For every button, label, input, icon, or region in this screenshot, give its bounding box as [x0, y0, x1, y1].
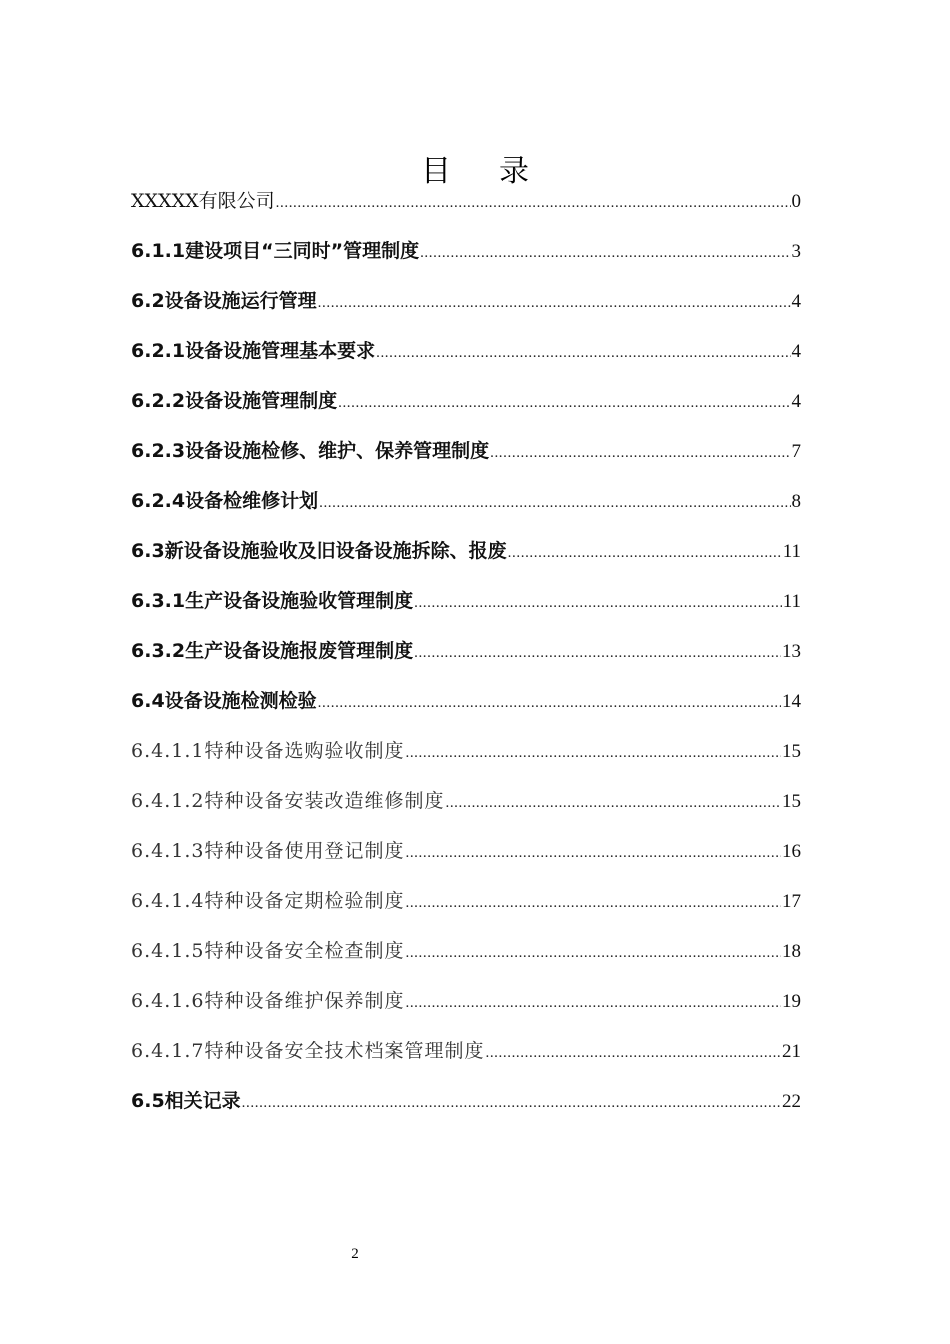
toc-entry-page: 13 [782, 641, 801, 662]
toc-entry[interactable] [131, 926, 801, 976]
page-title: 目录 [421, 154, 577, 190]
toc-entry[interactable] [131, 776, 801, 826]
toc-entry-label: 6.1.1建设项目“三同时”管理制度 [131, 240, 420, 262]
toc-dot-leader [414, 628, 781, 678]
toc-entry-label: 6.2.2设备设施管理制度 [131, 390, 338, 412]
toc-entry[interactable] [131, 1026, 801, 1076]
toc-entry[interactable] [131, 426, 801, 476]
toc-entry-page: 11 [782, 591, 801, 612]
toc-entry[interactable] [131, 826, 801, 876]
toc-dot-leader [318, 278, 791, 328]
toc-entry[interactable] [131, 476, 801, 526]
toc-dot-leader [485, 1028, 781, 1078]
toc-entry-label: 6.2.4设备检维修计划 [131, 490, 319, 512]
toc-entry-page: 15 [782, 791, 801, 812]
toc-entry-page: 4 [791, 341, 801, 362]
toc-dot-leader [420, 228, 790, 278]
toc-entry[interactable] [131, 176, 801, 226]
toc-dot-leader [318, 678, 781, 728]
toc-entry-page: 19 [782, 991, 801, 1012]
toc-entry-label: 6.4设备设施检测检验 [131, 690, 317, 712]
toc-entry-page: 17 [782, 891, 801, 912]
toc-entry[interactable] [131, 626, 801, 676]
toc-entry[interactable] [131, 576, 801, 626]
table-of-contents [131, 176, 801, 1126]
toc-dot-leader [405, 728, 781, 778]
toc-dot-leader [405, 828, 781, 878]
toc-dot-leader [276, 178, 791, 228]
toc-dot-leader [376, 328, 790, 378]
toc-entry-label: 6.4.1.3特种设备使用登记制度 [131, 840, 405, 862]
toc-entry-page: 16 [782, 841, 801, 862]
toc-entry-label: 6.3.2生产设备设施报废管理制度 [131, 640, 414, 662]
toc-entry-label: 6.3新设备设施验收及旧设备设施拆除、报废 [131, 540, 507, 562]
page-number: 2 [351, 1246, 359, 1262]
toc-entry-label: 6.4.1.2特种设备安装改造维修制度 [131, 790, 445, 812]
toc-entry-page: 4 [791, 291, 801, 312]
toc-entry-label: 6.4.1.7特种设备安全技术档案管理制度 [131, 1040, 485, 1062]
toc-entry[interactable] [131, 726, 801, 776]
toc-entry-page: 21 [782, 1041, 801, 1062]
toc-dot-leader [445, 778, 781, 828]
toc-entry-page: 18 [782, 941, 801, 962]
toc-dot-leader [490, 428, 790, 478]
toc-entry-page: 8 [791, 491, 801, 512]
toc-entry-page: 7 [791, 441, 801, 462]
toc-entry-page: 4 [791, 391, 801, 412]
toc-entry-label: 6.4.1.5特种设备安全检查制度 [131, 940, 405, 962]
toc-dot-leader [405, 928, 781, 978]
toc-dot-leader [319, 478, 790, 528]
toc-dot-leader [414, 578, 782, 628]
toc-entry-label: 6.4.1.6特种设备维护保养制度 [131, 990, 405, 1012]
toc-entry-page: 15 [782, 741, 801, 762]
toc-entry[interactable] [131, 876, 801, 926]
toc-entry-label: 6.2.3设备设施检修、维护、保养管理制度 [131, 440, 490, 462]
toc-entry[interactable] [131, 1076, 801, 1126]
toc-entry[interactable] [131, 326, 801, 376]
toc-entry-page: 22 [782, 1091, 801, 1112]
toc-dot-leader [405, 978, 781, 1028]
toc-entry-label: 6.2.1设备设施管理基本要求 [131, 340, 376, 362]
toc-entry[interactable] [131, 976, 801, 1026]
toc-entry-label: 6.3.1生产设备设施验收管理制度 [131, 590, 414, 612]
toc-entry[interactable] [131, 376, 801, 426]
toc-entry-label: 6.4.1.4特种设备定期检验制度 [131, 890, 405, 912]
toc-entry-label: 6.4.1.1特种设备选购验收制度 [131, 740, 405, 762]
toc-entry-page: 11 [782, 541, 801, 562]
toc-entry-page: 14 [782, 691, 801, 712]
toc-dot-leader [405, 878, 781, 928]
toc-entry-page: 0 [791, 191, 801, 212]
toc-dot-leader [338, 378, 790, 428]
toc-entry-label: 6.2设备设施运行管理 [131, 290, 317, 312]
toc-entry[interactable] [131, 226, 801, 276]
toc-entry-label: 6.5相关记录 [131, 1090, 241, 1112]
toc-entry[interactable] [131, 676, 801, 726]
toc-entry[interactable] [131, 526, 801, 576]
toc-dot-leader [508, 528, 782, 578]
toc-entry-label: XXXXX有限公司 [131, 190, 275, 212]
toc-entry[interactable] [131, 276, 801, 326]
toc-dot-leader [242, 1078, 781, 1128]
toc-entry-page: 3 [791, 241, 801, 262]
